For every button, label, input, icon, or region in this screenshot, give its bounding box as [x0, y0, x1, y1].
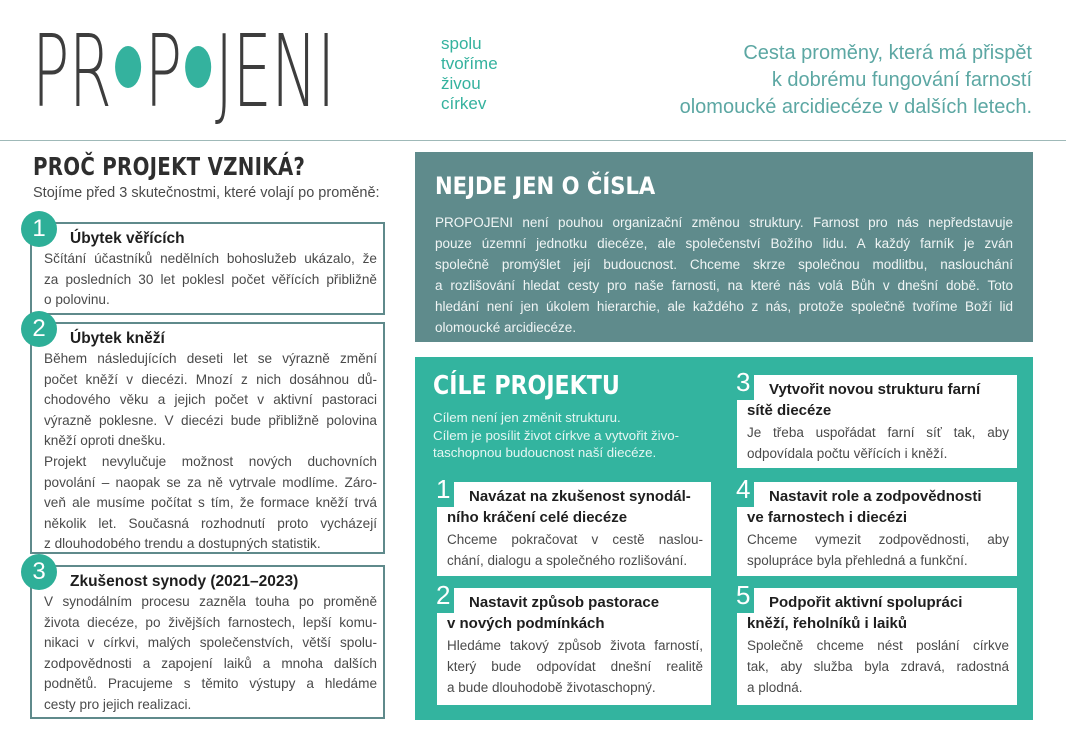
- text-line: tak, aby služba byla zdravá, radostná: [747, 659, 1009, 674]
- tagline: [441, 34, 498, 114]
- text-line: a bude dlouhodobě životaschopný.: [447, 680, 656, 695]
- text-line: podnětů. Pracujeme s těmito výstupy a hledáme: [44, 676, 377, 692]
- text-line: Podpořit aktivní spolupráci: [769, 594, 963, 611]
- text-line: Cílem je posílit život církve a vytvořit živo-: [433, 427, 680, 443]
- text-line: zodpovědnosti a zapojení laiků a mnoha dalších: [44, 655, 377, 671]
- text-line: Nastavit role a zodpovědnosti: [769, 488, 982, 505]
- header-divider: [0, 140, 1066, 141]
- section-title-why: PROČ PROJEKT VZNIKÁ?: [33, 152, 306, 181]
- text-line: cesty pro jejich realizaci.: [44, 696, 192, 712]
- intro-line: k dobrému fungování farností: [771, 69, 1032, 91]
- text-line: chání, dialogu a společného rozlišování.: [447, 553, 688, 568]
- goal-card-4: [736, 474, 1017, 576]
- numbers-box-title: NEJDE JEN O ČÍSLA: [435, 172, 656, 200]
- text-line: pouze územní jednotku diecéze, ale společenství Božího lidu. A každý farník je zván: [435, 236, 1013, 251]
- goals-subtitle: [433, 409, 679, 462]
- text-line: Projekt nevylučuje možnost nových duchovních: [44, 453, 377, 469]
- reason-box-1: [30, 215, 385, 315]
- text-line: za posledních 30 let poklesl počet věřících přibližně: [44, 271, 377, 287]
- text-line: Hledáme takový způsob života farností,: [447, 638, 703, 653]
- text-line: Navázat na zkušenost synodál-: [469, 488, 691, 505]
- text-line: sítě diecéze: [747, 402, 832, 419]
- goal-title: [747, 592, 1009, 634]
- text-line: a plodná.: [747, 680, 803, 695]
- text-line: povolání – naopak se za ně vytrvale modlíme. Záro-: [44, 474, 377, 490]
- goals-title: CÍLE PROJEKTU: [433, 371, 620, 401]
- numbers-box-text: [435, 212, 1013, 338]
- goal-card-1: [436, 474, 711, 576]
- intro-line: olomoucké arcidiecéze v dalších letech.: [679, 96, 1032, 118]
- goal-card-5: [736, 580, 1017, 705]
- text-line: spolupráce byla přehledná a funkční.: [747, 553, 968, 568]
- logo-text-1: PR: [32, 13, 112, 130]
- text-line: odpovídala počtu věřících i kněží.: [747, 446, 948, 461]
- goal-number: 5: [733, 579, 754, 613]
- intro-line: Cesta proměny, která má přispět: [743, 42, 1032, 64]
- tagline-line: spolu: [441, 34, 482, 53]
- logo-dot: [185, 46, 211, 88]
- logo-text-2: P: [144, 13, 182, 130]
- text-line: o polovinu.: [44, 292, 110, 308]
- text-line: který bude odpovídat dnešní realitě: [447, 659, 703, 674]
- reason-text: [44, 592, 377, 716]
- reason-box-3: [30, 558, 385, 719]
- reason-number: 1: [21, 211, 57, 247]
- text-line: olomoucké arcidiecéze.: [435, 320, 577, 335]
- goal-text: [747, 422, 1009, 464]
- goal-text: [447, 635, 703, 698]
- numbers-box: [415, 152, 1033, 342]
- reason-text: [44, 249, 377, 311]
- reason-title: Úbytek kněží: [70, 330, 165, 347]
- text-line: Sčítání účastníků nedělních bohoslužeb ukázalo, že: [44, 251, 377, 266]
- text-line: ve farnostech i diecézi: [747, 509, 908, 526]
- text-line: z dlouhodobého trendu a dostupných statistik.: [44, 536, 321, 552]
- text-line: společně promýšlet její budoucnost. Chceme skrze společnou modlitbu, naslouchání: [435, 257, 1013, 272]
- logo-dot: [115, 46, 141, 88]
- text-line: chodového věku a jejich počet v aktivní pastoraci: [44, 392, 377, 408]
- reason-number: 2: [21, 311, 57, 347]
- section-subtitle-why: Stojíme před 3 skutečnostmi, které volají po proměně:: [33, 185, 380, 201]
- text-line: a rozlišování hledat cesty pro naše farnosti, na které nás volá Bůh v dnešní době. Toto: [435, 278, 1013, 293]
- text-line: Nastavit způsob pastorace: [469, 594, 660, 611]
- text-line: Vytvořit novou strukturu farní: [769, 381, 981, 398]
- reason-text: [44, 349, 377, 555]
- goal-title: [447, 486, 703, 528]
- tagline-line: tvoříme: [441, 54, 498, 73]
- tagline-line: církev: [441, 94, 487, 113]
- text-line: kněží oproti dnešku.: [44, 433, 166, 449]
- reason-box-2: [30, 315, 385, 554]
- text-line: Společně chceme nést poslání církve: [747, 638, 1009, 653]
- goal-title: [447, 592, 703, 634]
- goals-box: [415, 357, 1033, 720]
- text-line: ního kráčení celé diecéze: [447, 509, 628, 526]
- text-line: PROPOJENI není pouhou organizační změnou struktury. Farnost pro nás nepředstavuje: [435, 215, 1013, 230]
- goal-text: [747, 635, 1009, 698]
- reason-title: Úbytek věřících: [70, 230, 185, 247]
- goal-text: [447, 529, 703, 571]
- text-line: veň ale musíme počítat s tím, že formace kněží trvá: [44, 495, 377, 511]
- reason-number: 3: [21, 554, 57, 590]
- goal-number: 4: [733, 473, 754, 507]
- goal-title: [747, 379, 1009, 421]
- text-line: kněží, řeholníků i laiků: [747, 615, 908, 632]
- goal-number: 3: [733, 366, 754, 400]
- text-line: života diecéze, po živějších farnostech, lepší komu-: [44, 614, 377, 630]
- text-line: v nových podmínkách: [447, 615, 605, 632]
- logo-text-3: JENI: [214, 13, 335, 130]
- text-line: Během následujících deseti let se výrazně změní: [44, 351, 377, 366]
- text-line: Je třeba uspořádat farní síť tak, aby: [747, 425, 1009, 440]
- text-line: Chceme vymezit zodpovědnosti, aby: [747, 532, 1009, 547]
- text-line: výrazně poklesne. V diecézi bude přibližně polovina: [44, 412, 377, 428]
- goal-number: 1: [433, 473, 454, 507]
- reason-title: Zkušenost synody (2021–2023): [70, 573, 299, 590]
- intro-text: [680, 40, 1032, 121]
- text-line: Cílem není jen změnit strukturu.: [433, 410, 621, 425]
- goal-text: [747, 529, 1009, 571]
- text-line: hledání není jen úkolem hierarchie, ale každého z nás, protože společně tvoříme Boží lid: [435, 299, 1013, 314]
- text-line: taschopnou budoucnost naší diecéze.: [433, 445, 657, 460]
- text-line: nikaci v církvi, malých společenstvích, větší spolu-: [44, 635, 377, 651]
- tagline-line: živou: [441, 74, 481, 93]
- text-line: několik let. Současná rozhodnutí proto vycházejí: [44, 515, 377, 531]
- goal-card-3: [736, 367, 1017, 468]
- text-line: V synodálním procesu zazněla touha po proměně: [44, 594, 377, 609]
- text-line: počet kněží v diecézi. Mnozí z nich dosáhnou dů-: [44, 371, 377, 387]
- goal-number: 2: [433, 579, 454, 613]
- text-line: Chceme pokračovat v cestě naslou-: [447, 532, 703, 547]
- goal-title: [747, 486, 1009, 528]
- goal-card-2: [436, 580, 711, 705]
